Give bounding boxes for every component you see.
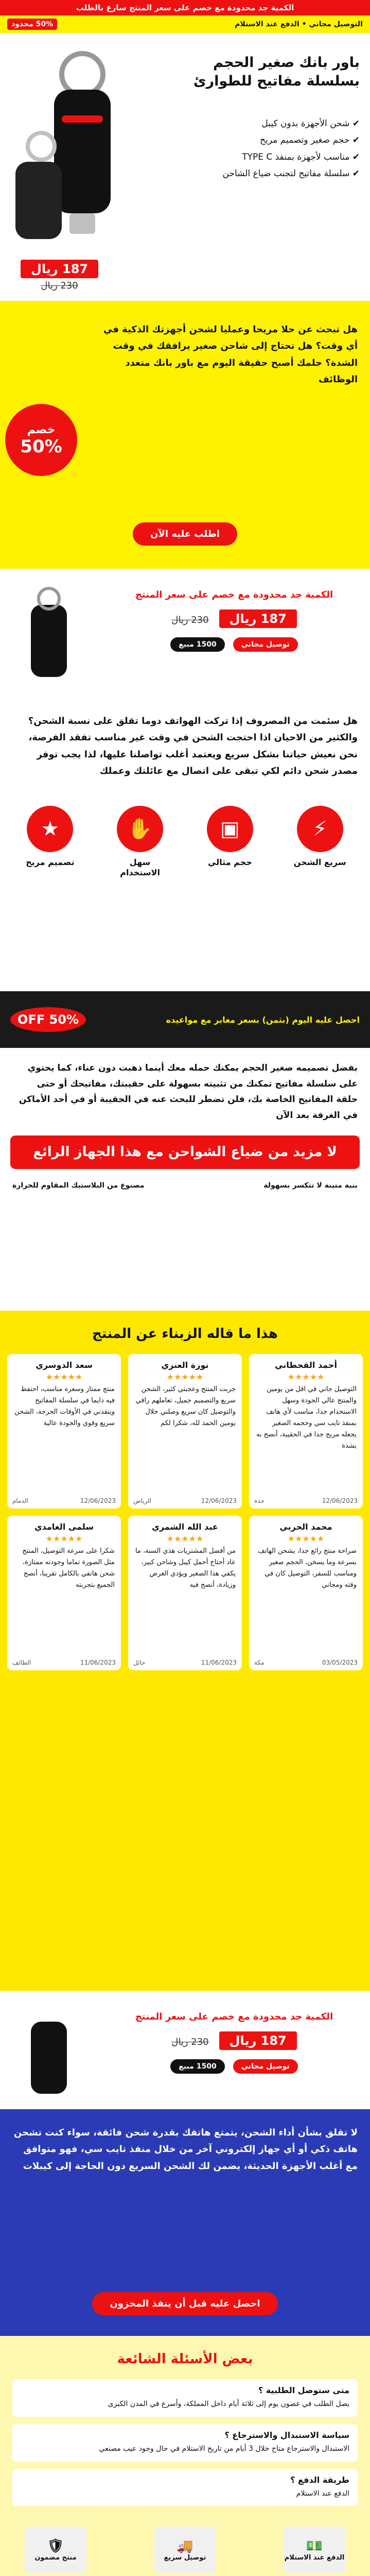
hero-feature-list: [164, 115, 360, 182]
product-image: [10, 584, 93, 687]
offer-section: [0, 569, 370, 703]
review-card: [7, 1354, 121, 1509]
hero-feature: ✔ سلسلة مفاتيح لتجنب ضياع الشاحن: [222, 168, 360, 179]
review-city: الطائف: [12, 1659, 31, 1666]
feature-label: سهل الاستخدام: [120, 857, 160, 878]
reviewer-name: عبد الله الشمري: [152, 1522, 218, 1532]
reviewer-name: أحمد القحطاني: [275, 1360, 337, 1370]
promo-banner-text: احصل عليه اليوم (بثمن) بسعر مغاير مع مواعيده: [166, 1014, 360, 1025]
promo-banner: [0, 991, 370, 1048]
reviewer-name: سلمى الغامدي: [34, 1522, 94, 1532]
promo-tag: مصنوع من البلاستيك المقاوم للحرارة: [12, 1181, 145, 1190]
trust-chip: 💵 الدفع عند الاستلام: [284, 2527, 345, 2573]
faq-question: طريقة الدفع ؟: [290, 2475, 349, 2485]
intro-text: هل تبحث عن حلا مريحا وعمليا لشحن أجهزتك الذكية في أي وقت؟ هل تحتاج إلى شاحن صغير يرافقك في وقت الشدة؟ حلمك أصبح حقيقة اليوم مع باور بانك متعدد الوظائف: [103, 324, 358, 385]
reviews-section: [0, 1311, 370, 1991]
feature-item: [112, 806, 168, 879]
hero-feature: ✔ شحن الأجهزة بدون كيبل: [261, 118, 360, 129]
shipping-pill: توصيل مجاني: [233, 637, 298, 652]
hand-icon: ✋: [117, 806, 163, 852]
feature-item: [292, 806, 348, 879]
discount-badge: 50% محدود: [7, 19, 57, 30]
lightning-icon: ⚡: [297, 806, 343, 852]
offer-price-old: 230 ريال: [171, 2036, 209, 2047]
review-text: صراحة منتج رائع جدا، يشحن الهاتف بسرعة وما يسخن، الحجم صغير ومناسب للسفر، التوصيل كان في وقته ومجاني: [258, 1547, 357, 1589]
star-rating: ★★★★★: [166, 1534, 204, 1544]
hero-section: [0, 33, 370, 301]
review-city: حائل: [133, 1659, 146, 1666]
feature-label: تصميم مريح: [26, 857, 75, 867]
cash-icon: 💵: [306, 2538, 323, 2554]
offer-price-new: 187 ريال: [219, 609, 297, 628]
feature-label: سريع الشحن: [293, 857, 346, 867]
review-date: 12/06/2023: [201, 1497, 237, 1504]
reviews-title: هذا ما قاله الزبناء عن المنتج: [92, 1326, 278, 1342]
feature-item: [202, 806, 258, 879]
review-text: شكرا على سرعة التوصيل، المنتج مثل الصورة تماما وجودته ممتازة، شحن هاتفي بالكامل تقريبا، أنصح الجميع بتجربته: [22, 1547, 115, 1589]
faq-answer: الاستبدال والاسترجاع متاح خلال 3 أيام من تاريخ الاستلام في حال وجود عيب مصنعي: [99, 2444, 349, 2453]
problem-text: هل سئمت من المصروف إذا تركت الهواتف دوما تقلق على نسبة الشحن؟ والكثير من الاحيان اذا احتجت الشحن في وقت غير مناسب تفقد الفرصة، نحن نعيش حياتنا بشكل سريع ويعتمد أغلب تواصلنا عليها، لذا يجب توفر مصدر شحن دائم لكي تبقى على اتصال مع عائلتك وعملك: [28, 716, 358, 777]
faq-item[interactable]: [12, 2379, 358, 2417]
hero-price: [21, 260, 98, 291]
review-city: مكة: [254, 1659, 265, 1666]
feature-row: [0, 795, 370, 889]
promo-text: الكمية جد محدودة مع خصم على سعر المنتج سارع بالطلب: [76, 3, 294, 12]
reviewer-name: نورة العنزي: [161, 1360, 209, 1370]
price-old: 230 ريال: [41, 280, 78, 291]
faq-question: متى ستوصل الطلبية ؟: [258, 2385, 349, 2395]
truck-icon: 🚚: [177, 2538, 193, 2554]
product-image: [10, 2006, 93, 2099]
promo-discount: 50% OFF: [10, 1007, 86, 1032]
reviewer-name: محمد الحربي: [279, 1522, 332, 1532]
promo-text: بفضل تصميمه صغير الحجم يمكنك حمله معك أينما ذهبت دون عناء، كما يحتوي على سلسلة مفاتيح تمكنك من تثبيته بسهولة على حقيبتك، مفاتيحك أو حتى حلقة المفاتيح الخاصة بك، فلن تضطر للبحث عنه في الحقيبة أو في أحد الأماكن في الغرفة بعد الآن: [19, 1063, 358, 1121]
review-date: 12/06/2023: [322, 1497, 358, 1504]
star-rating: ★★★★★: [287, 1534, 325, 1544]
review-date: 11/06/2023: [80, 1659, 116, 1666]
shipping-pill: توصيل مجاني: [233, 2059, 298, 2074]
reviewer-name: سعد الدوسري: [36, 1360, 93, 1370]
order-now-button[interactable]: اطلب عليه الآن: [133, 522, 237, 546]
problem-section: [0, 703, 370, 991]
stock-text: الكمية جد محدودة مع خصم على سعر المنتج: [135, 2011, 333, 2022]
review-city: جدة: [254, 1497, 265, 1504]
promo-bar: [0, 0, 370, 15]
sales-count-pill: 1500 مبيع: [170, 637, 225, 652]
discount-circle: [5, 404, 77, 476]
faq-section: [0, 2336, 370, 2576]
design-icon: ★: [27, 806, 73, 852]
promo-section: [0, 991, 370, 1311]
faq-title: بعض الأسئلة الشائعة: [117, 2351, 253, 2367]
faq-answer: يصل الطلب في غضون يوم إلى ثلاثة أيام داخل المملكة، وأسرع في المدن الكبرى: [108, 2400, 349, 2408]
stock-text: الكمية جد محدودة مع خصم على سعر المنتج: [135, 589, 333, 600]
size-icon: ▣: [207, 806, 253, 852]
trust-chip: 🛡 منتج مضمون: [25, 2527, 86, 2573]
offer-price-old: 230 ريال: [171, 614, 209, 625]
sales-count-pill: 1500 مبيع: [170, 2059, 225, 2074]
faq-answer: الدفع عند الاستلام: [296, 2489, 349, 2498]
review-date: 12/06/2023: [80, 1497, 116, 1504]
review-card: [128, 1354, 242, 1509]
shield-icon: 🛡: [47, 2538, 64, 2554]
star-rating: ★★★★★: [166, 1372, 204, 1382]
feature-label: حجم مثالي: [207, 857, 252, 867]
free-shipping-text: التوصيل مجاني • الدفع عند الاستلام: [235, 20, 363, 28]
review-text: من أفضل المشتريات هذي السنة، ما عاد أحتاج أحمل كيبل وشاحن كبير، يكفي هذا الصغير ويؤدي الغرض وزيادة، أنصح فيه: [135, 1547, 236, 1589]
product-image: [5, 43, 160, 270]
review-card: [128, 1516, 242, 1670]
offer-section: [0, 1991, 370, 2109]
review-city: الدمام: [12, 1497, 28, 1504]
review-city: الرياض: [133, 1497, 152, 1504]
review-date: 11/06/2023: [201, 1659, 237, 1666]
closing-section: [0, 2109, 370, 2336]
review-text: منتج ممتاز وسعره مناسب، احتفظ فيه دايما في سلسلة المفاتيح وينقذني في الأوقات الحرجة، الشحن سريع وقوي والجودة عالية: [14, 1385, 115, 1428]
trust-chip: 🚚 توصيل سريع: [154, 2527, 216, 2573]
trust-chips: [12, 2527, 358, 2573]
review-card: [249, 1516, 363, 1670]
discount-label: خصم: [27, 423, 56, 436]
star-rating: ★★★★★: [287, 1372, 325, 1382]
offer-price-new: 187 ريال: [219, 2031, 297, 2050]
hero-title: باور بانك صغير الحجم بسلسلة مفاتيح للطوارئ: [193, 55, 360, 90]
review-card: [249, 1354, 363, 1509]
promo-headline: لا مزيد من ضياع الشواحن مع هذا الجهاز الرائع: [10, 1136, 360, 1168]
hero-feature: ✔ مناسب لأجهزة بمنفذ TYPE C: [242, 151, 360, 162]
faq-item[interactable]: [12, 2469, 358, 2506]
closing-text: لا تقلق بشأن أداء الشحن، يتمتع هاتفك بقدرة شحن فائقة، سواء كنت تشحن هاتف ذكي أو أي جهاز إلكتروني آخر من خلال منفذ تايب سي، فهو متوافق مع أغلب الأجهزة الحديثة، يضمن لك الشحن السريع دون الحاجة إلى كيبلات: [13, 2127, 358, 2172]
reviews-grid: [7, 1354, 363, 1670]
review-text: التوصيل جاني في اقل من يومين والمنتج عالي الجودة وسهل الاستخدام جدا، مناسب لأي هاتف بمنفذ تايب سي وحجمه الصغير يجعله مريح جدا في الحقيبة، أنصح به بشدة: [256, 1385, 357, 1450]
faq-question: سياسة الاستبدال والاسترجاع ؟: [224, 2430, 349, 2440]
review-text: جربت المنتج وعجبني كثير، الشحن سريع والتصميم جميل، تعاملهم راقي والتوصيل كان سريع وصلني خلال يومين الحمد لله، شكرا لكم: [135, 1385, 236, 1428]
faq-item[interactable]: [12, 2424, 358, 2462]
order-before-stockout-button[interactable]: احصل عليه قبل أن ينفذ المخزون: [92, 2292, 277, 2315]
price-new: 187 ريال: [21, 260, 98, 278]
star-rating: ★★★★★: [45, 1372, 83, 1382]
hero-feature: ✔ حجم صغير وتصميم مريح: [260, 135, 360, 146]
shipping-bar: [0, 15, 370, 33]
promo-tag: بنية متينة لا تتكسر بسهولة: [263, 1181, 358, 1190]
review-card: [7, 1516, 121, 1670]
intro-section: [0, 301, 370, 569]
feature-item: [22, 806, 78, 879]
discount-value: 50%: [20, 436, 62, 457]
review-date: 03/05/2023: [322, 1659, 358, 1666]
star-rating: ★★★★★: [45, 1534, 83, 1544]
